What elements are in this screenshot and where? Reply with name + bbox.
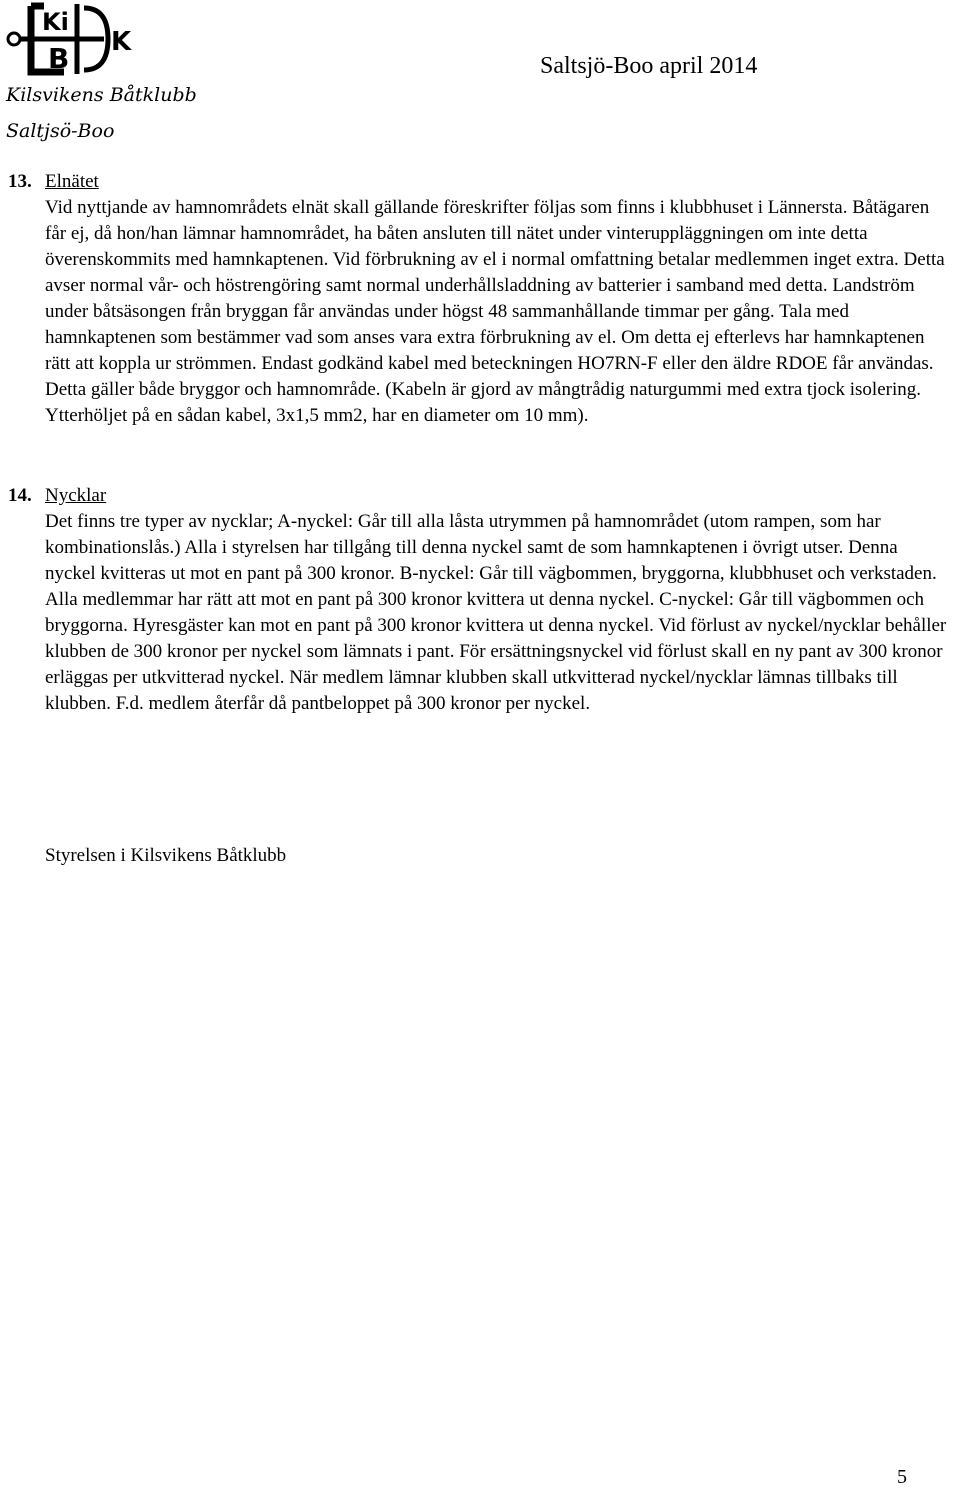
section-heading (8, 483, 953, 509)
section-body: Vid nyttjande av hamnområdets elnät skall gällande föreskrifter följas som finns i klubbhuset i Lännersta. Båtägaren får ej, då hon/han lämnar hamnområdet, ha båten ansluten till nätet under vinteruppläggningen om inte detta överenskommits med hamnkaptenen. Vid förbrukning av el i normal omfattning betalar medlemmen inget extra. Detta avser normal vår- och höstrengöring samt normal underhållsladdning av batterier i samband med detta. Landström under båtsäsongen från bryggan får användas under högst 48 sammanhållande timmar per gång. Tala med hamnkaptenen som bestämmer vad som anses vara extra förbrukning av el. Om detta ej efterlevs har hamnkaptenen rätt att koppla ur strömmen. Endast godkänd kabel med beteckningen HO7RN-F eller den äldre RDOE får användas. Detta gäller både bryggor och hamnområde. (Kabeln är gjord av mångtrådig naturgummi med extra tjock isolering. Ytterhöljet på en sådan kabel, 3x1,5 mm2, har en diameter om 10 mm). (45, 197, 945, 426)
club-name: Kilsvikens Båtklubb (6, 84, 197, 106)
section-body: Det finns tre typer av nycklar; A-nyckel: Går till alla låsta utrymmen på hamnområdet (utom rampen, som har kombinationslås.) Alla i styrelsen har tillgång till denna nyckel samt de som hamnkaptenen i övrigt utser. Denna nyckel kvitteras ut mot en pant på 300 kronor. B-nyckel: Går till vägbommen, bryggorna, klubbhuset och verkstaden. Alla medlemmar har rätt att mot en pant på 300 kronor kvittera ut denna nyckel. C-nyckel: Går till vägbommen och bryggorna. Hyresgäster kan mot en pant på 300 kronor kvittera ut denna nyckel. Vid förlust av nyckel/nycklar behåller klubben de 300 kronor per nyckel som lämnats i pant. För ersättningsnyckel vid förlust skall en ny pant av 300 kronor erläggas per utkvitterad nyckel. När medlem lämnar klubben skall utkvitterad nyckel/nycklar lämnas tillbaks till klubben. F.d. medlem återfår då pantbeloppet på 300 kronor per nyckel. (45, 511, 947, 714)
logo-letter-b: B (48, 42, 70, 75)
section-title: Nycklar (45, 485, 107, 506)
section-title: Elnätet (45, 171, 99, 192)
logo-letters-ki: Ki (42, 8, 69, 36)
section-number: 13. (8, 171, 32, 192)
logo-letter-k: K (111, 27, 132, 57)
club-logo-icon (4, 0, 134, 78)
signature: Styrelsen i Kilsvikens Båtklubb (45, 845, 287, 866)
club-place: Saltjsö-Boo (6, 120, 115, 142)
section-nycklar (8, 483, 953, 717)
section-heading (8, 169, 953, 195)
page-number: 5 (897, 1466, 907, 1488)
header-date: Saltsjö-Boo april 2014 (540, 53, 758, 79)
section-number: 14. (8, 485, 32, 506)
section-elnatet (8, 169, 953, 429)
